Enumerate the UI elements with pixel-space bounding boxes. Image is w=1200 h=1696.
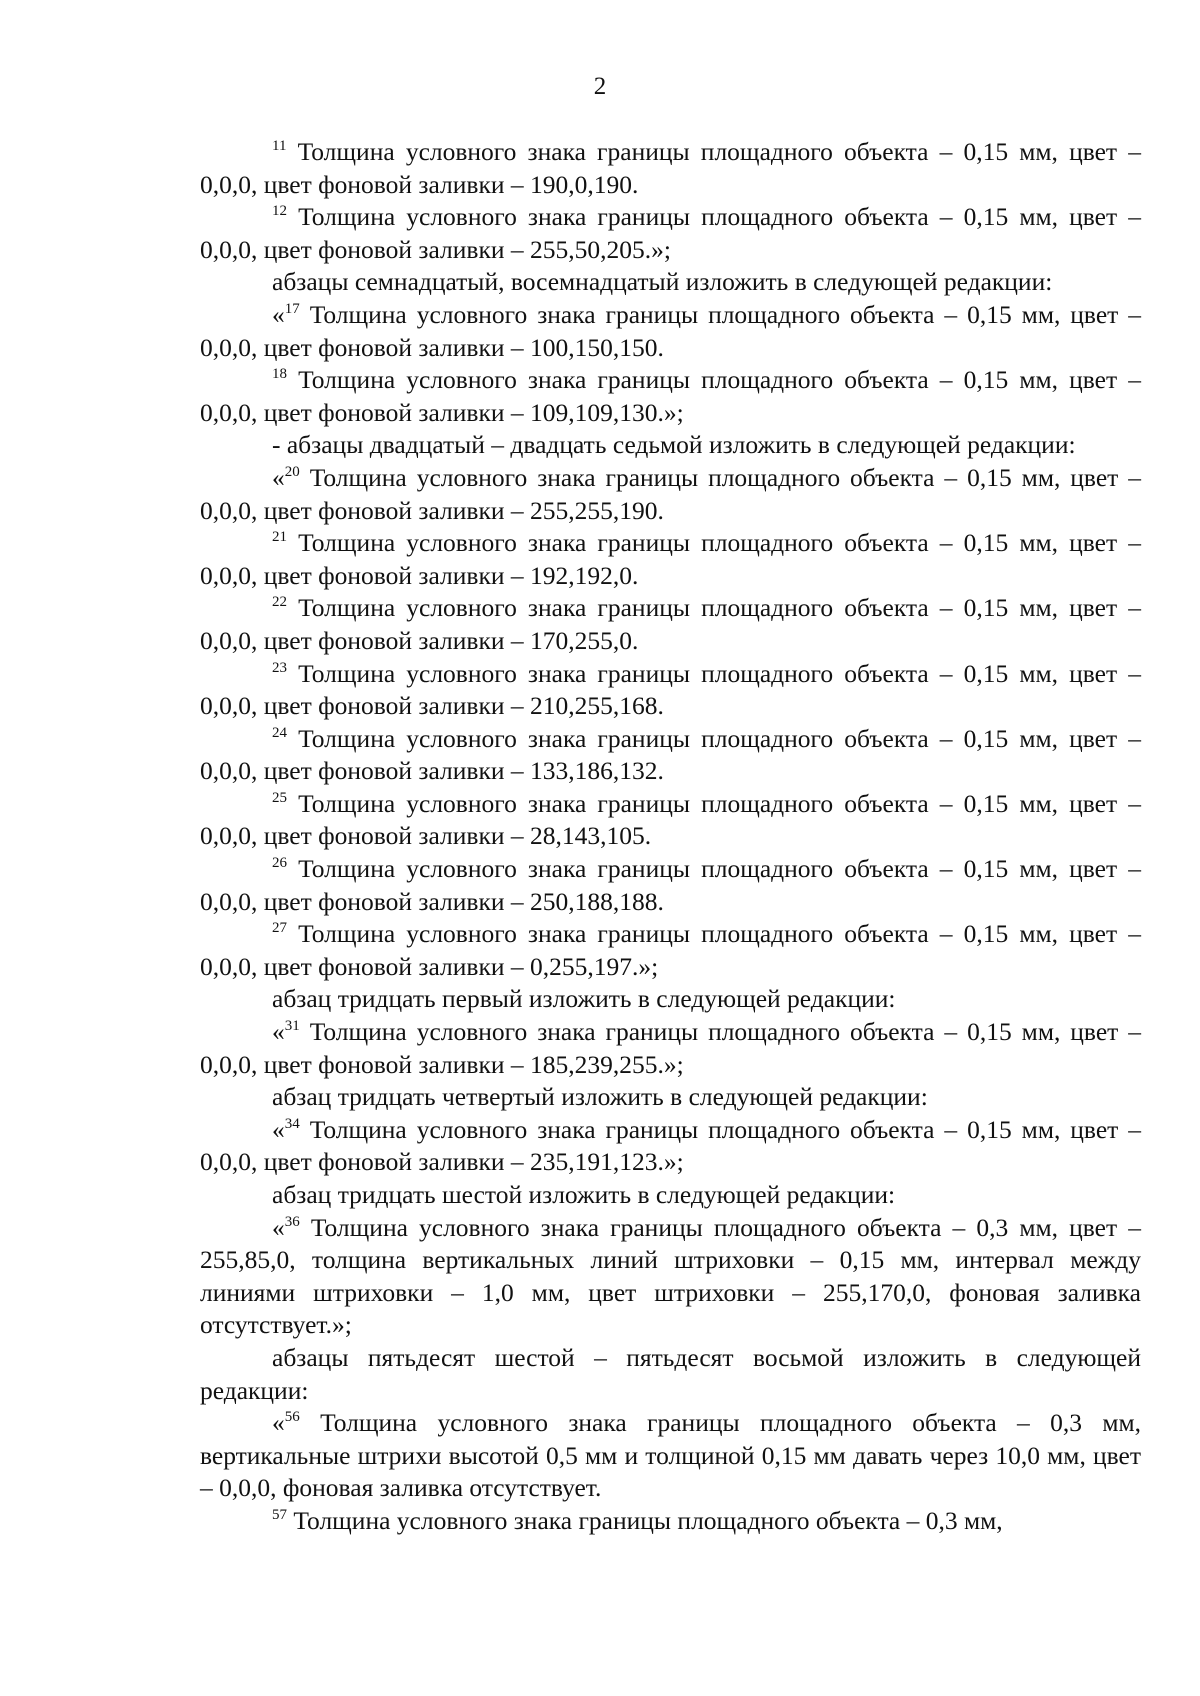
paragraph	[200, 299, 1141, 364]
paragraph-text: Толщина условного знака границы площадного объекта – 0,3 мм, вертикальные штрихи высотой 0,5 мм и толщиной 0,15 мм давать через 10,0 мм, цвет – 0,0,0, фоновая заливка отсутствует.	[200, 1408, 1141, 1503]
paragraph	[200, 1407, 1141, 1505]
paragraph-text: - абзацы двадцатый – двадцать седьмой изложить в следующей редакции:	[272, 430, 1076, 460]
paragraph	[200, 201, 1141, 266]
open-quote: «	[272, 1114, 285, 1144]
paragraph-text: Толщина условного знака границы площадного объекта – 0,15 мм, цвет – 0,0,0, цвет фоновой заливки – 185,239,255.»;	[200, 1017, 1141, 1079]
paragraph	[200, 527, 1141, 592]
paragraph-text: Толщина условного знака границы площадного объекта – 0,15 мм, цвет – 0,0,0, цвет фоновой заливки – 28,143,105.	[200, 788, 1141, 851]
paragraph	[200, 723, 1141, 788]
paragraph	[200, 1505, 1141, 1538]
paragraph	[200, 1179, 1141, 1212]
paragraph-text: Толщина условного знака границы площадного объекта – 0,15 мм, цвет – 0,0,0, цвет фоновой заливки – 255,255,190.	[200, 462, 1141, 525]
open-quote: «	[272, 1408, 285, 1438]
paragraph	[200, 364, 1141, 429]
footnote-number: 18	[272, 366, 287, 383]
footnote-number: 20	[284, 463, 300, 480]
paragraph	[200, 1081, 1141, 1114]
paragraph	[200, 1016, 1141, 1081]
footnote-number: 24	[272, 724, 287, 741]
paragraph	[200, 136, 1141, 201]
paragraph-text: абзац тридцать четвертый изложить в следующей редакции:	[272, 1082, 928, 1112]
paragraph-text: Толщина условного знака границы площадного объекта – 0,15 мм, цвет – 0,0,0, цвет фоновой заливки – 0,255,197.»;	[200, 919, 1141, 981]
paragraph	[200, 853, 1141, 918]
paragraph	[200, 266, 1141, 299]
footnote-number: 36	[284, 1213, 300, 1230]
footnote-number: 26	[272, 855, 287, 872]
paragraph-text: Толщина условного знака границы площадного объекта – 0,3 мм, цвет – 255,85,0, толщина вертикальных линий штриховки – 0,15 мм, интервал между линиями штриховки – 1,0 мм, цвет штриховки – 255,170,0, фоновая заливка отсутствует.»;	[200, 1212, 1141, 1340]
paragraph-text: Толщина условного знака границы площадного объекта – 0,15 мм, цвет – 0,0,0, цвет фоновой заливки – 109,109,130.»;	[200, 365, 1141, 427]
paragraph-text: абзацы пятьдесят шестой – пятьдесят восьмой изложить в следующей редакции:	[200, 1342, 1141, 1405]
footnote-number: 56	[284, 1409, 300, 1426]
paragraph	[200, 918, 1141, 983]
footnote-number: 34	[284, 1115, 300, 1132]
document-body	[200, 136, 1141, 1538]
paragraph-text: Толщина условного знака границы площадного объекта – 0,3 мм,	[287, 1505, 1003, 1535]
paragraph	[200, 462, 1141, 527]
paragraph-text: Толщина условного знака границы площадного объекта – 0,15 мм, цвет – 0,0,0, цвет фоновой заливки – 100,150,150.	[200, 299, 1141, 362]
paragraph-text: Толщина условного знака границы площадного объекта – 0,15 мм, цвет – 0,0,0, цвет фоновой заливки – 133,186,132.	[200, 723, 1141, 786]
paragraph	[200, 1114, 1141, 1179]
paragraph-text: абзацы семнадцатый, восемнадцатый изложить в следующей редакции:	[272, 267, 1053, 297]
open-quote: «	[272, 1212, 285, 1242]
footnote-number: 22	[272, 594, 287, 611]
paragraph	[200, 788, 1141, 853]
footnote-number: 27	[272, 920, 287, 937]
paragraph-text: Толщина условного знака границы площадного объекта – 0,15 мм, цвет – 0,0,0, цвет фоновой заливки – 190,0,190.	[200, 137, 1141, 199]
footnote-number: 21	[272, 529, 287, 546]
paragraph-text: Толщина условного знака границы площадного объекта – 0,15 мм, цвет – 0,0,0, цвет фоновой заливки – 210,255,168.	[200, 658, 1141, 721]
paragraph-text: абзац тридцать шестой изложить в следующей редакции:	[272, 1180, 896, 1209]
paragraph	[200, 429, 1141, 462]
paragraph	[200, 983, 1141, 1016]
footnote-number: 23	[272, 659, 287, 676]
paragraph-text: Толщина условного знака границы площадного объекта – 0,15 мм, цвет – 0,0,0, цвет фоновой заливки – 255,50,205.»;	[200, 202, 1141, 264]
paragraph-text: абзац тридцать первый изложить в следующей редакции:	[272, 984, 896, 1014]
footnote-number: 12	[272, 203, 287, 220]
page-number: 2	[593, 73, 607, 100]
open-quote: «	[272, 1017, 285, 1047]
paragraph-text: Толщина условного знака границы площадного объекта – 0,15 мм, цвет – 0,0,0, цвет фоновой заливки – 170,255,0.	[200, 593, 1141, 655]
paragraph-text: Толщина условного знака границы площадного объекта – 0,15 мм, цвет – 0,0,0, цвет фоновой заливки – 192,192,0.	[200, 528, 1141, 590]
paragraph	[200, 592, 1141, 657]
footnote-number: 25	[272, 789, 287, 806]
open-quote: «	[272, 462, 285, 492]
footnote-number: 31	[284, 1018, 300, 1035]
paragraph	[200, 1212, 1141, 1342]
open-quote: «	[272, 299, 285, 329]
paragraph-text: Толщина условного знака границы площадного объекта – 0,15 мм, цвет – 0,0,0, цвет фоновой заливки – 235,191,123.»;	[200, 1114, 1141, 1177]
footnote-number: 57	[272, 1506, 287, 1523]
footnote-number: 11	[272, 138, 287, 154]
paragraph	[200, 658, 1141, 723]
footnote-number: 17	[284, 300, 300, 317]
paragraph-text: Толщина условного знака границы площадного объекта – 0,15 мм, цвет – 0,0,0, цвет фоновой заливки – 250,188,188.	[200, 854, 1141, 916]
paragraph	[200, 1342, 1141, 1407]
